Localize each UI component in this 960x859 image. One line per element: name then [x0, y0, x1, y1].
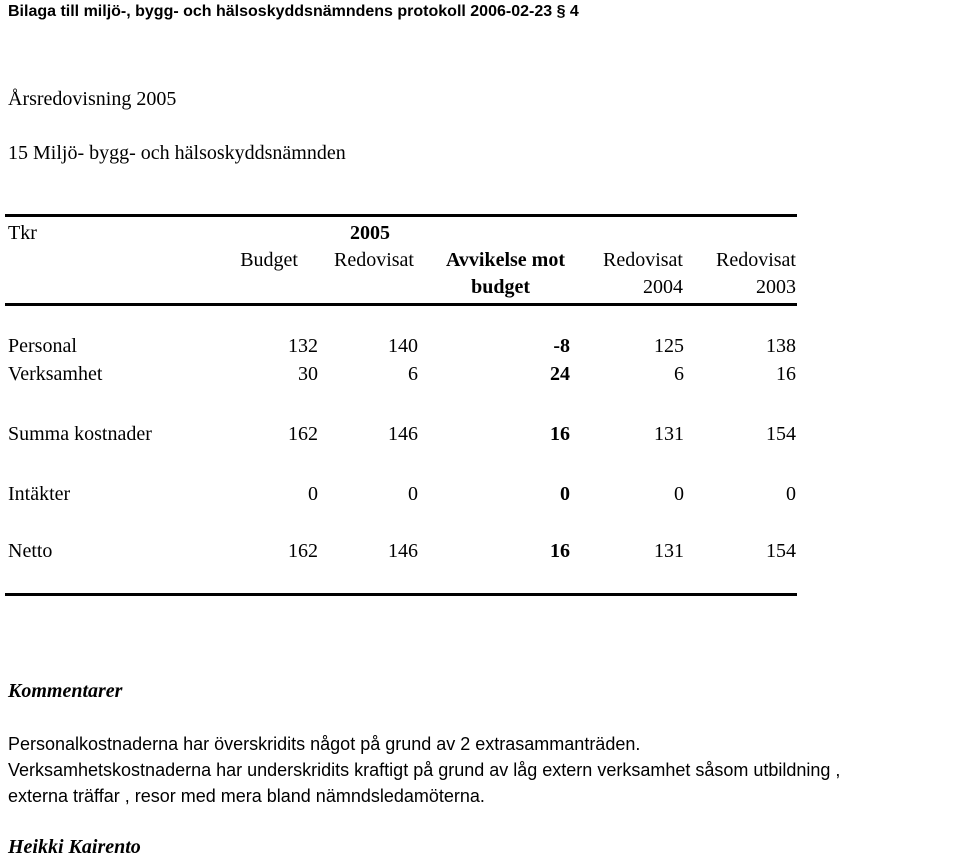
row-label: Verksamhet — [8, 363, 103, 385]
column-header-redovisat-2004: Redovisat — [603, 249, 683, 271]
cell-avvikelse: -8 — [553, 335, 570, 357]
column-header-2003-year: 2003 — [756, 276, 796, 298]
column-header-budget: Budget — [240, 249, 298, 271]
cell-2003: 0 — [786, 483, 796, 505]
table-bottom-rule — [5, 593, 797, 596]
unit-label: Tkr — [8, 222, 37, 244]
cell-budget: 0 — [308, 483, 318, 505]
cell-budget: 162 — [288, 540, 318, 562]
cell-avvikelse: 24 — [550, 363, 570, 385]
signature: Heikki Kairento — [8, 836, 141, 858]
cell-redovisat: 146 — [388, 540, 418, 562]
column-header-avvikelse-line2: budget — [471, 276, 530, 298]
year-group-header: 2005 — [350, 222, 390, 244]
column-header-redovisat-2003: Redovisat — [716, 249, 796, 271]
row-label: Personal — [8, 335, 77, 357]
cell-redovisat: 0 — [408, 483, 418, 505]
row-label: Summa kostnader — [8, 423, 152, 445]
report-title: Årsredovisning 2005 — [8, 88, 177, 110]
protocol-header: Bilaga till miljö-, bygg- och hälsoskyddsnämndens protokoll 2006-02-23 § 4 — [8, 3, 579, 20]
cell-budget: 162 — [288, 423, 318, 445]
comment-line: externa träffar , resor med mera bland nämndsledamöterna. — [8, 786, 485, 806]
comment-line: Verksamhetskostnaderna har underskridits kraftigt på grund av låg extern verksamhet såsom utbildning , — [8, 760, 841, 780]
table-top-rule — [5, 214, 797, 217]
cell-2003: 154 — [766, 540, 796, 562]
column-header-2004-year: 2004 — [643, 276, 683, 298]
row-label: Intäkter — [8, 483, 71, 505]
cell-redovisat: 140 — [388, 335, 418, 357]
cell-2004: 131 — [654, 423, 684, 445]
cell-2004: 131 — [654, 540, 684, 562]
cell-budget: 30 — [298, 363, 318, 385]
cell-2003: 154 — [766, 423, 796, 445]
column-header-avvikelse: Avvikelse mot — [445, 249, 565, 271]
cell-2004: 125 — [654, 335, 684, 357]
cell-avvikelse: 0 — [560, 483, 570, 505]
cell-avvikelse: 16 — [550, 423, 570, 445]
cell-2004: 0 — [674, 483, 684, 505]
comment-line: Personalkostnaderna har överskridits något på grund av 2 extrasammanträden. — [8, 734, 641, 754]
section-title: 15 Miljö- bygg- och hälsoskyddsnämnden — [8, 142, 346, 164]
cell-avvikelse: 16 — [550, 540, 570, 562]
cell-redovisat: 6 — [408, 363, 418, 385]
cell-redovisat: 146 — [388, 423, 418, 445]
cell-2003: 16 — [776, 363, 796, 385]
row-label: Netto — [8, 540, 53, 562]
table-header-rule — [5, 303, 797, 306]
cell-budget: 132 — [288, 335, 318, 357]
cell-2004: 6 — [674, 363, 684, 385]
cell-2003: 138 — [766, 335, 796, 357]
comments-heading: Kommentarer — [8, 680, 123, 702]
column-header-redovisat: Redovisat — [334, 249, 414, 271]
